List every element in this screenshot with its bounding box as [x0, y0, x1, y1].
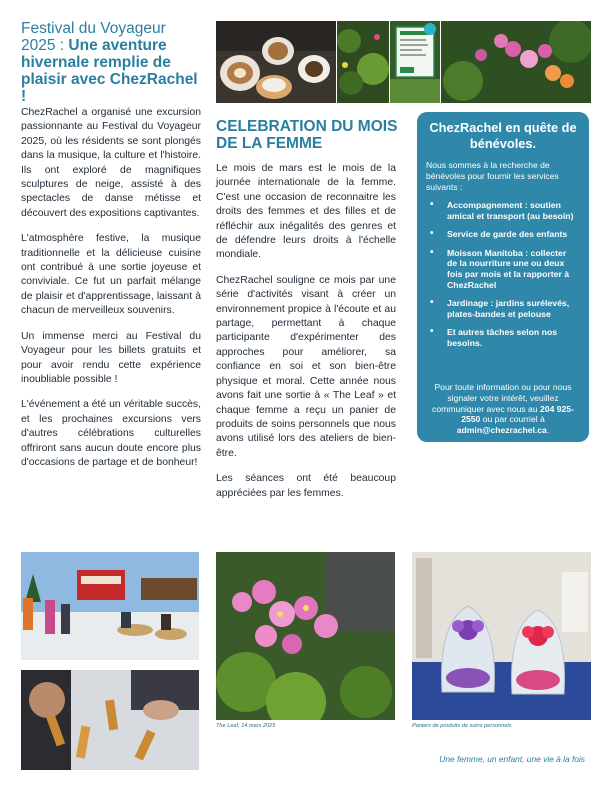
bullet-icon: •: [430, 228, 434, 240]
greenhouse-photo-left: [337, 21, 389, 103]
festival-paragraph-2: L'atmosphère festive, la musique traditionnelle et la délicieuse cuisine ont contribué à une sortie joyeuse et conviviale. Ce fut un parfait mélange de plaisir et d'apprentissage, laissant à chacun de merveilleux souvenirs.: [21, 233, 201, 317]
contact-phone[interactable]: 204 925-2550: [461, 403, 574, 425]
festival-title-bold: Une aventure hivernale remplie de plaisir avec ChezRachel !: [21, 37, 198, 105]
footer-tagline: Une femme, un enfant, une vie à la fois: [439, 754, 585, 764]
festival-article: [21, 106, 201, 481]
bullet-icon: •: [430, 246, 434, 258]
festival-title: [21, 20, 201, 105]
women-paragraph-3: Les séances ont été beaucoup appréciées par les femmes.: [216, 473, 396, 499]
baskets-photo: [412, 552, 591, 720]
contact-mid: ou par courriel à: [480, 414, 545, 425]
women-paragraph-2: ChezRachel souligne ce mois par une série d'activités visant à créer un environnement propice à l'écoute et au partage, permettant à chaque participante d'expérimenter des approches pour améliorer, sa confiance en soi et son bien-être physique et moral. Cette année nous avons fait une sortie à « The Leaf » et chaque femme a reçu un panier de produits de soins personnels que nous avons utilisé lors des ateliers de bien-être.: [216, 274, 396, 459]
coffee-photo: [216, 21, 336, 103]
orchid-photo: [216, 552, 395, 720]
women-month-article: [216, 162, 396, 512]
festival-site-photo: [21, 552, 199, 660]
contact-end: .: [546, 425, 550, 436]
baskets-caption: Paniers de produits de soins personnels: [412, 723, 512, 729]
volunteer-contact: [425, 382, 581, 436]
taffy-photo: [21, 670, 199, 770]
list-item: • Accompagnement : soutien amical et transport (au besoin): [430, 199, 574, 221]
festival-paragraph-3: Un immense merci au Festival du Voyageur pour les billets gratuits et pour avoir rendu cette expérience inoubliable possible !: [21, 330, 201, 385]
festival-paragraph-4: L'événement a été un véritable succès, et les prochaines excursions vers d'autres célébrations culturelles offriront sans aucun doute encore plus d'occasions de partage et de bonheur!: [21, 399, 201, 468]
bullet-icon: •: [430, 326, 434, 338]
women-paragraph-1: Le mois de mars est le mois de la journée internationale de la femme. C'est une occasion de reconnaitre les droits des femmes et des filles et de réfléchir aux inégalités des genres et de défendre leurs droits à l'échelle mondiale.: [216, 163, 396, 261]
festival-title-plain: Festival du Voyageur 2025 :: [21, 20, 166, 54]
volunteer-list: [417, 200, 589, 357]
contact-email[interactable]: admin@chezrachel.ca: [456, 425, 547, 436]
volunteer-intro: Nous sommes à la recherche de bénévoles pour fournir les services suivants :: [426, 160, 559, 192]
women-month-title: CELEBRATION DU MOIS DE LA FEMME: [216, 118, 398, 152]
orchids-banner-photo: [441, 21, 591, 103]
list-item: • Moisson Manitoba : collecter de la nourriture une ou deux fois par mois et la rapporter à ChezRachel: [430, 246, 570, 290]
festival-paragraph-1: ChezRachel a organisé une excursion passionnante au Festival du Voyageur 2025, où les résidents se sont plongés dans la musique, la culture et l'histoire. Ils ont exploré de magnifiques sculptures de neige, assisté à des spectacles de danse métisse et découvert des expositions captivantes.: [21, 107, 201, 219]
orchid-caption: The Leaf, 14 mars 2025: [216, 723, 276, 729]
list-item: • Service de garde des enfants: [430, 228, 568, 240]
list-item: • Jardinage : jardins surélevés, plates-bandes et pelouse: [430, 297, 570, 319]
bullet-icon: •: [430, 297, 434, 309]
bullet-icon: •: [430, 199, 434, 210]
list-item: • Et autres tâches selon nos besoins.: [430, 326, 558, 348]
contact-text: Pour toute information ou pour nous signaler votre intérêt, veuillez communiquer avec nous au: [432, 382, 572, 414]
volunteer-title: ChezRachel en quête de bénévoles.: [429, 120, 577, 151]
greenhouse-sign-photo: [390, 21, 440, 103]
volunteer-box: [417, 112, 589, 442]
